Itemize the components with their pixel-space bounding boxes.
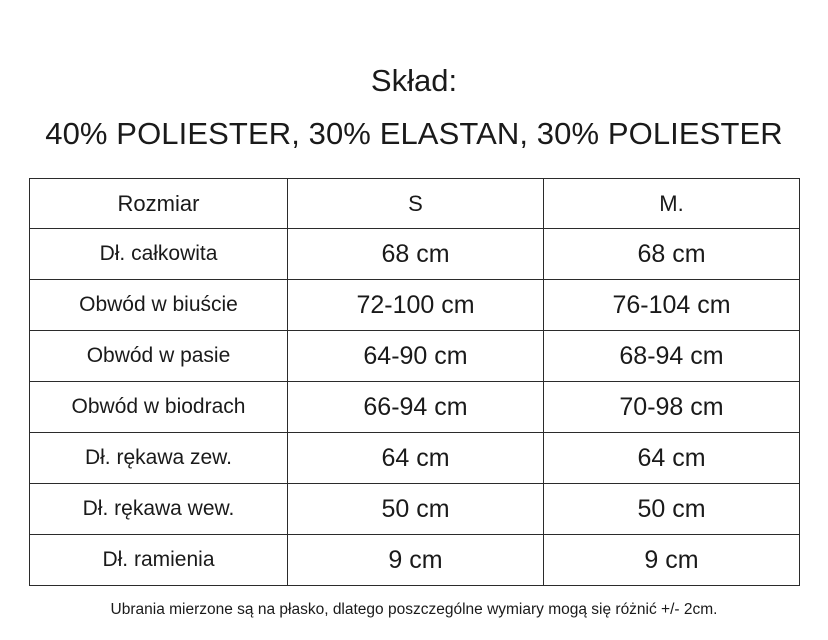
row-value-m: 68 cm (544, 229, 800, 280)
column-header-rozmiar: Rozmiar (30, 179, 288, 229)
measurement-footnote: Ubrania mierzone są na płasko, dlatego poszczególne wymiary mogą się różnić +/- 2cm. (110, 601, 718, 619)
column-header-s: S (288, 179, 544, 229)
table-row (30, 280, 800, 331)
row-label: Dł. ramienia (30, 535, 288, 586)
table-header-row (30, 179, 800, 229)
row-label: Dł. rękawa zew. (30, 433, 288, 484)
row-value-s: 9 cm (288, 535, 544, 586)
size-table-container (29, 178, 799, 586)
row-value-m: 70-98 cm (544, 382, 800, 433)
row-value-s: 50 cm (288, 484, 544, 535)
page-title: Skład: (370, 63, 458, 98)
row-label: Dł. rękawa wew. (30, 484, 288, 535)
row-label: Obwód w biuście (30, 280, 288, 331)
table-header (30, 179, 800, 229)
table-row (30, 331, 800, 382)
row-value-s: 64 cm (288, 433, 544, 484)
size-table (29, 178, 800, 586)
row-value-m: 68-94 cm (544, 331, 800, 382)
row-label: Obwód w pasie (30, 331, 288, 382)
table-row (30, 229, 800, 280)
row-value-m: 9 cm (544, 535, 800, 586)
column-header-m: M. (544, 179, 800, 229)
row-value-s: 66-94 cm (288, 382, 544, 433)
row-label: Dł. całkowita (30, 229, 288, 280)
row-value-s: 72-100 cm (288, 280, 544, 331)
table-row (30, 535, 800, 586)
row-value-s: 68 cm (288, 229, 544, 280)
table-row (30, 382, 800, 433)
row-value-m: 64 cm (544, 433, 800, 484)
row-label: Obwód w biodrach (30, 382, 288, 433)
row-value-m: 76-104 cm (544, 280, 800, 331)
table-row (30, 484, 800, 535)
row-value-m: 50 cm (544, 484, 800, 535)
table-row (30, 433, 800, 484)
row-value-s: 64-90 cm (288, 331, 544, 382)
table-body (30, 229, 800, 586)
composition-text: 40% POLIESTER, 30% ELASTAN, 30% POLIESTER (45, 116, 783, 152)
